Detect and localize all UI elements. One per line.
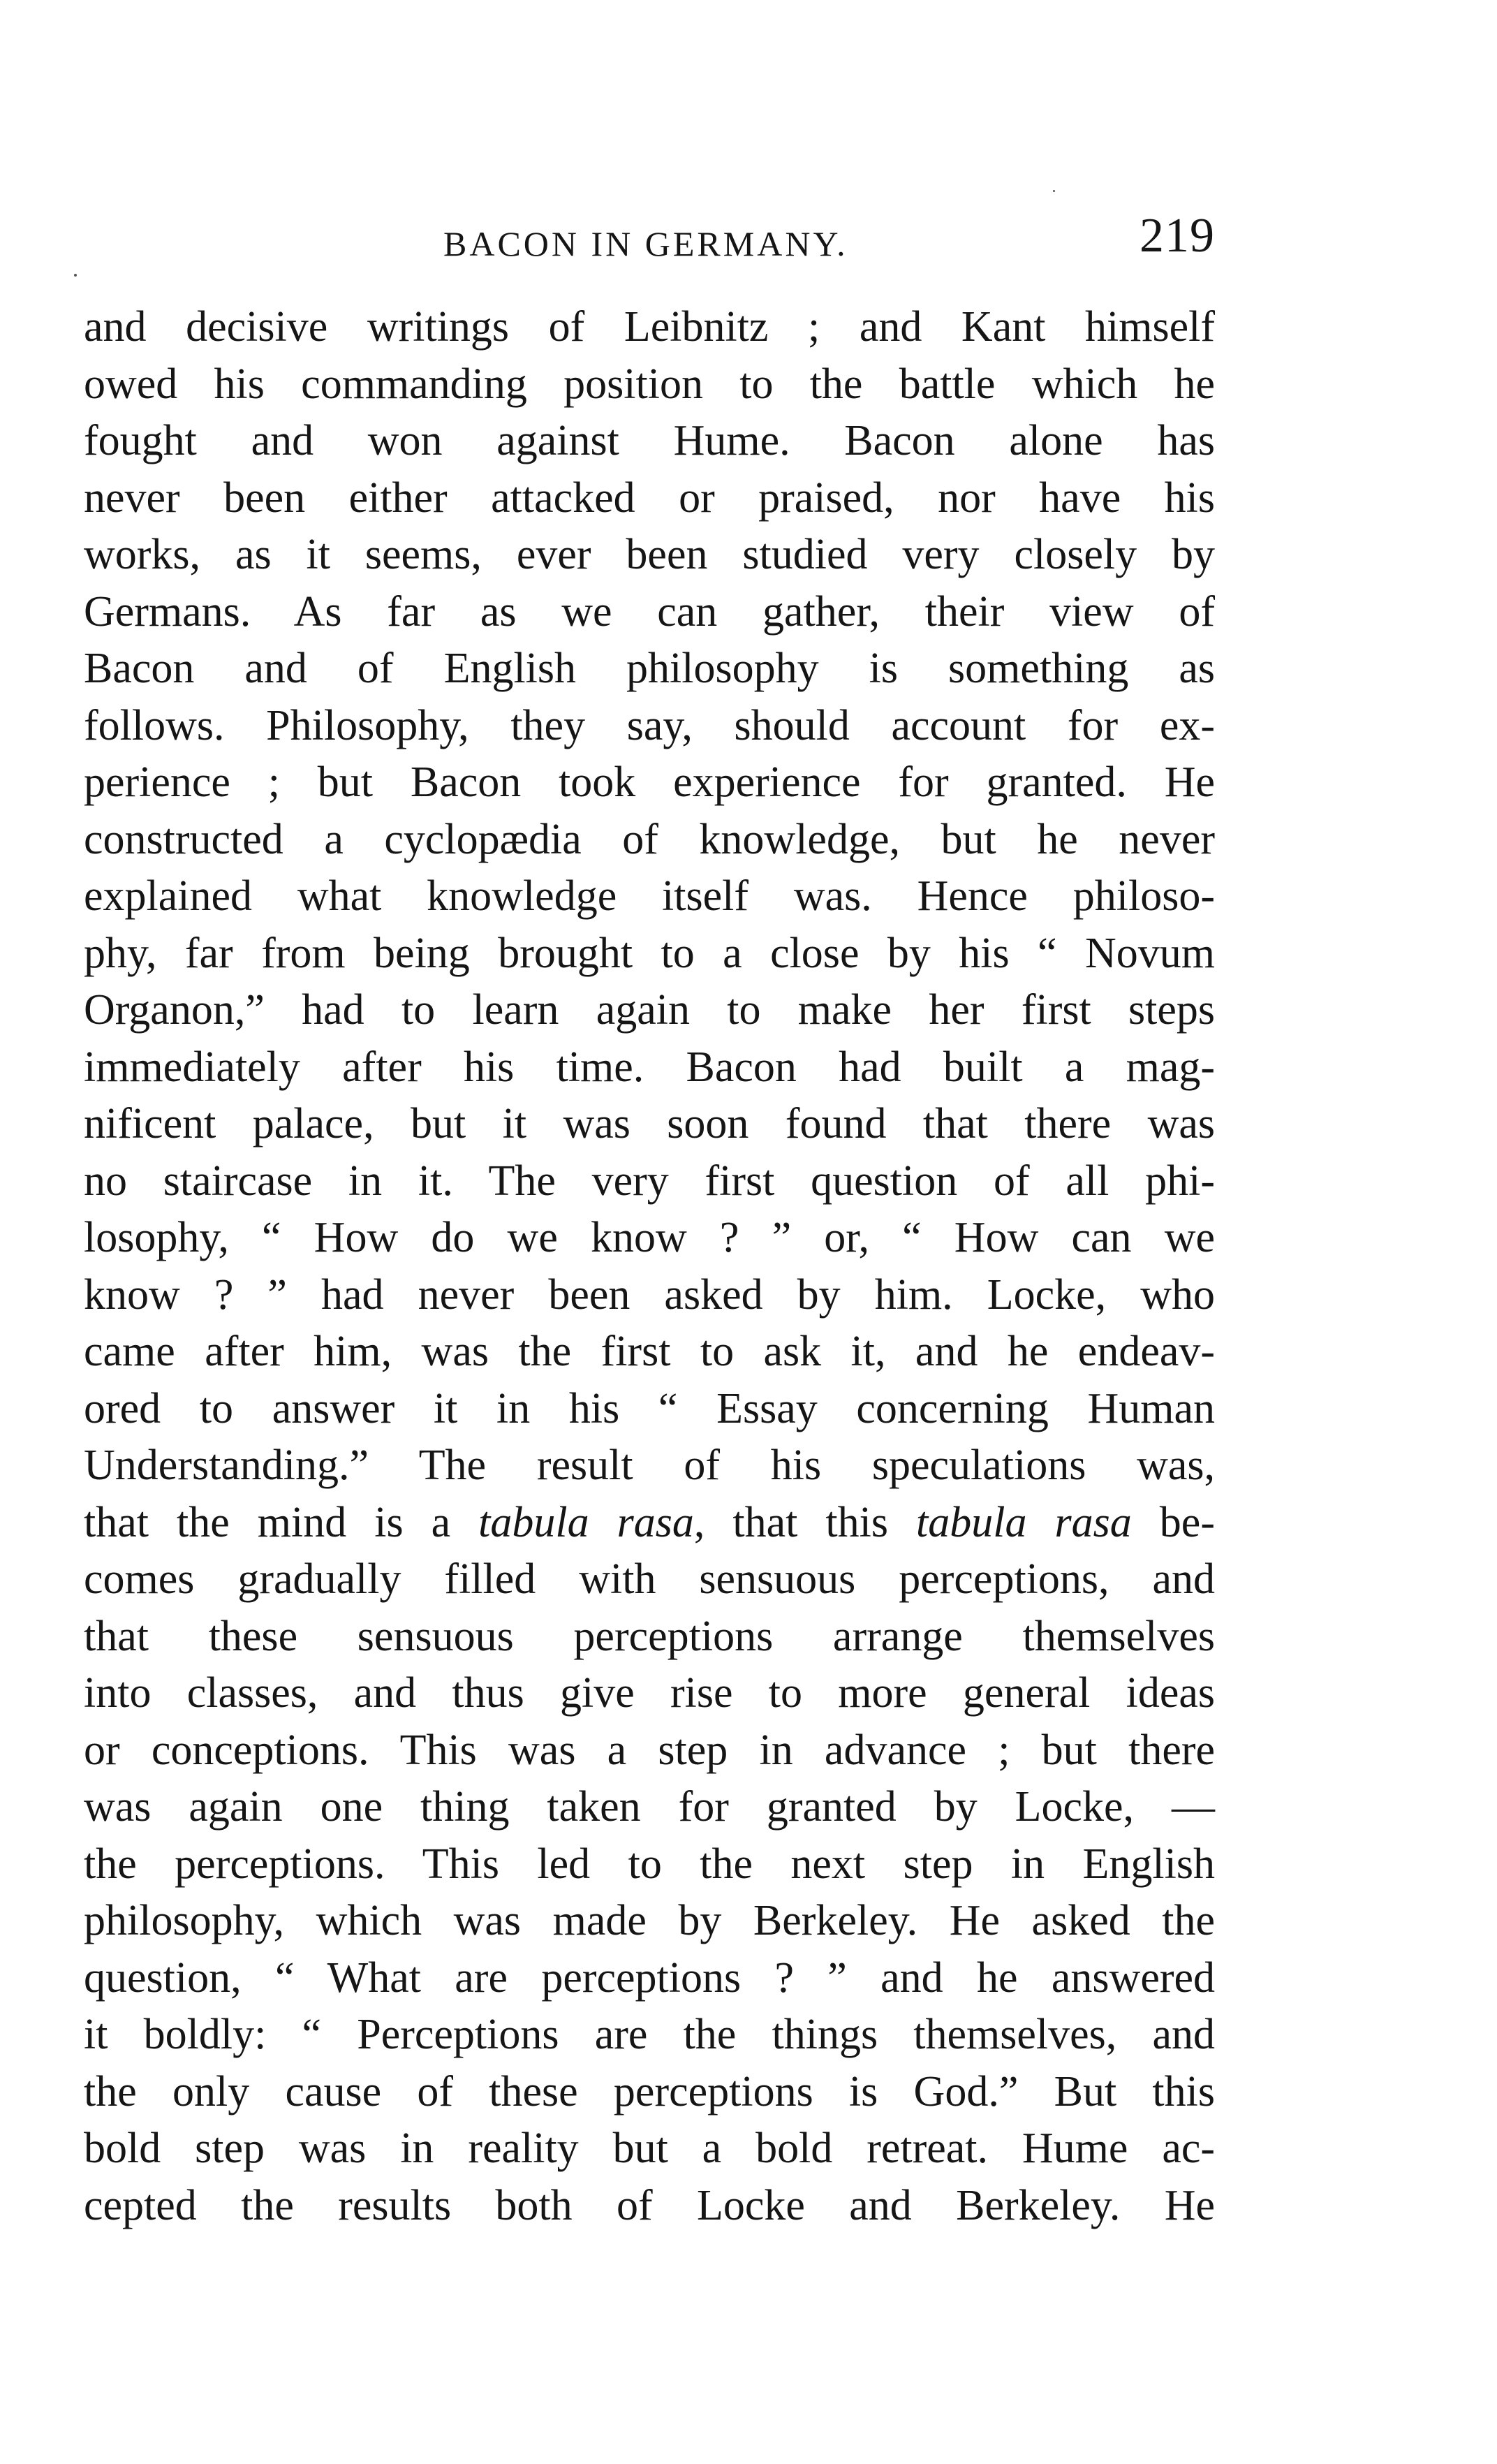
text-line: and decisive writings of Leibnitz ; and Kant himself <box>84 303 1215 351</box>
body-text <box>84 299 1215 2234</box>
text-line: follows. Philosophy, they say, should account for ex- <box>84 701 1215 749</box>
scan-speck <box>1053 190 1055 192</box>
line-text-segment: , that this <box>693 1498 917 1546</box>
text-line: question, “ What are perceptions ? ” and he answered <box>84 1953 1215 2002</box>
text-line: nificent palace, but it was soon found that there was <box>84 1100 1215 1147</box>
page-header <box>84 208 1215 271</box>
text-line: losophy, “ How do we know ? ” or, “ How can we <box>84 1214 1215 1261</box>
page-number: 219 <box>1140 209 1215 263</box>
line-text-segment: that the mind is a <box>84 1498 479 1546</box>
italic-term: tabula rasa <box>478 1498 694 1546</box>
text-line: the only cause of these perceptions is God.” But this <box>84 2067 1215 2115</box>
text-line: came after him, was the first to ask it, and he endeav- <box>84 1328 1215 1375</box>
line-text-segment: be- <box>1131 1498 1215 1546</box>
text-line: phy, far from being brought to a close by his “ Novum <box>84 929 1215 977</box>
text-line: no staircase in it. The very first question of all phi- <box>84 1157 1215 1205</box>
text-line: it boldly: “ Perceptions are the things themselves, and <box>84 2011 1215 2058</box>
text-line: know ? ” had never been asked by him. Locke, who <box>84 1270 1215 1319</box>
text-line: constructed a cyclopædia of knowledge, but he never <box>84 815 1215 863</box>
text-line: cepted the results both of Locke and Berkeley. He <box>84 2181 1215 2229</box>
text-line-with-italics <box>84 1495 1215 1552</box>
text-line: or conceptions. This was a step in advance ; but there <box>84 1726 1215 1774</box>
text-line: Understanding.” The result of his speculations was, <box>84 1442 1215 1489</box>
text-line: bold step was in reality but a bold retreat. Hume ac- <box>84 2125 1215 2172</box>
text-line: perience ; but Bacon took experience for granted. He <box>84 758 1215 806</box>
text-line: into classes, and thus give rise to more general ideas <box>84 1669 1215 1717</box>
running-title: BACON IN GERMANY. <box>443 224 848 263</box>
text-line: was again one thing taken for granted by Locke, — <box>84 1783 1215 1831</box>
text-line: ored to answer it in his “ Essay concerning Human <box>84 1384 1215 1432</box>
text-line: owed his commanding position to the battle which he <box>84 360 1215 408</box>
text-line: Organon,” had to learn again to make her first steps <box>84 986 1215 1034</box>
text-line: Bacon and of English philosophy is something as <box>84 645 1215 692</box>
text-line: works, as it seems, ever been studied very closely by <box>84 531 1215 578</box>
text-line: the perceptions. This led to the next step in English <box>84 1840 1215 1888</box>
text-line: Germans. As far as we can gather, their view of <box>84 587 1215 636</box>
italic-term: tabula rasa <box>916 1498 1132 1546</box>
text-line: never been either attacked or praised, nor have his <box>84 474 1215 522</box>
scan-speck <box>74 274 77 277</box>
text-line: comes gradually filled with sensuous perceptions, and <box>84 1555 1215 1603</box>
text-line: explained what knowledge itself was. Hence philoso- <box>84 872 1215 920</box>
text-line: fought and won against Hume. Bacon alone has <box>84 417 1215 464</box>
text-line: immediately after his time. Bacon had built a mag- <box>84 1043 1215 1091</box>
text-line: philosophy, which was made by Berkeley. He asked the <box>84 1897 1215 1944</box>
text-line: that these sensuous perceptions arrange themselves <box>84 1612 1215 1660</box>
